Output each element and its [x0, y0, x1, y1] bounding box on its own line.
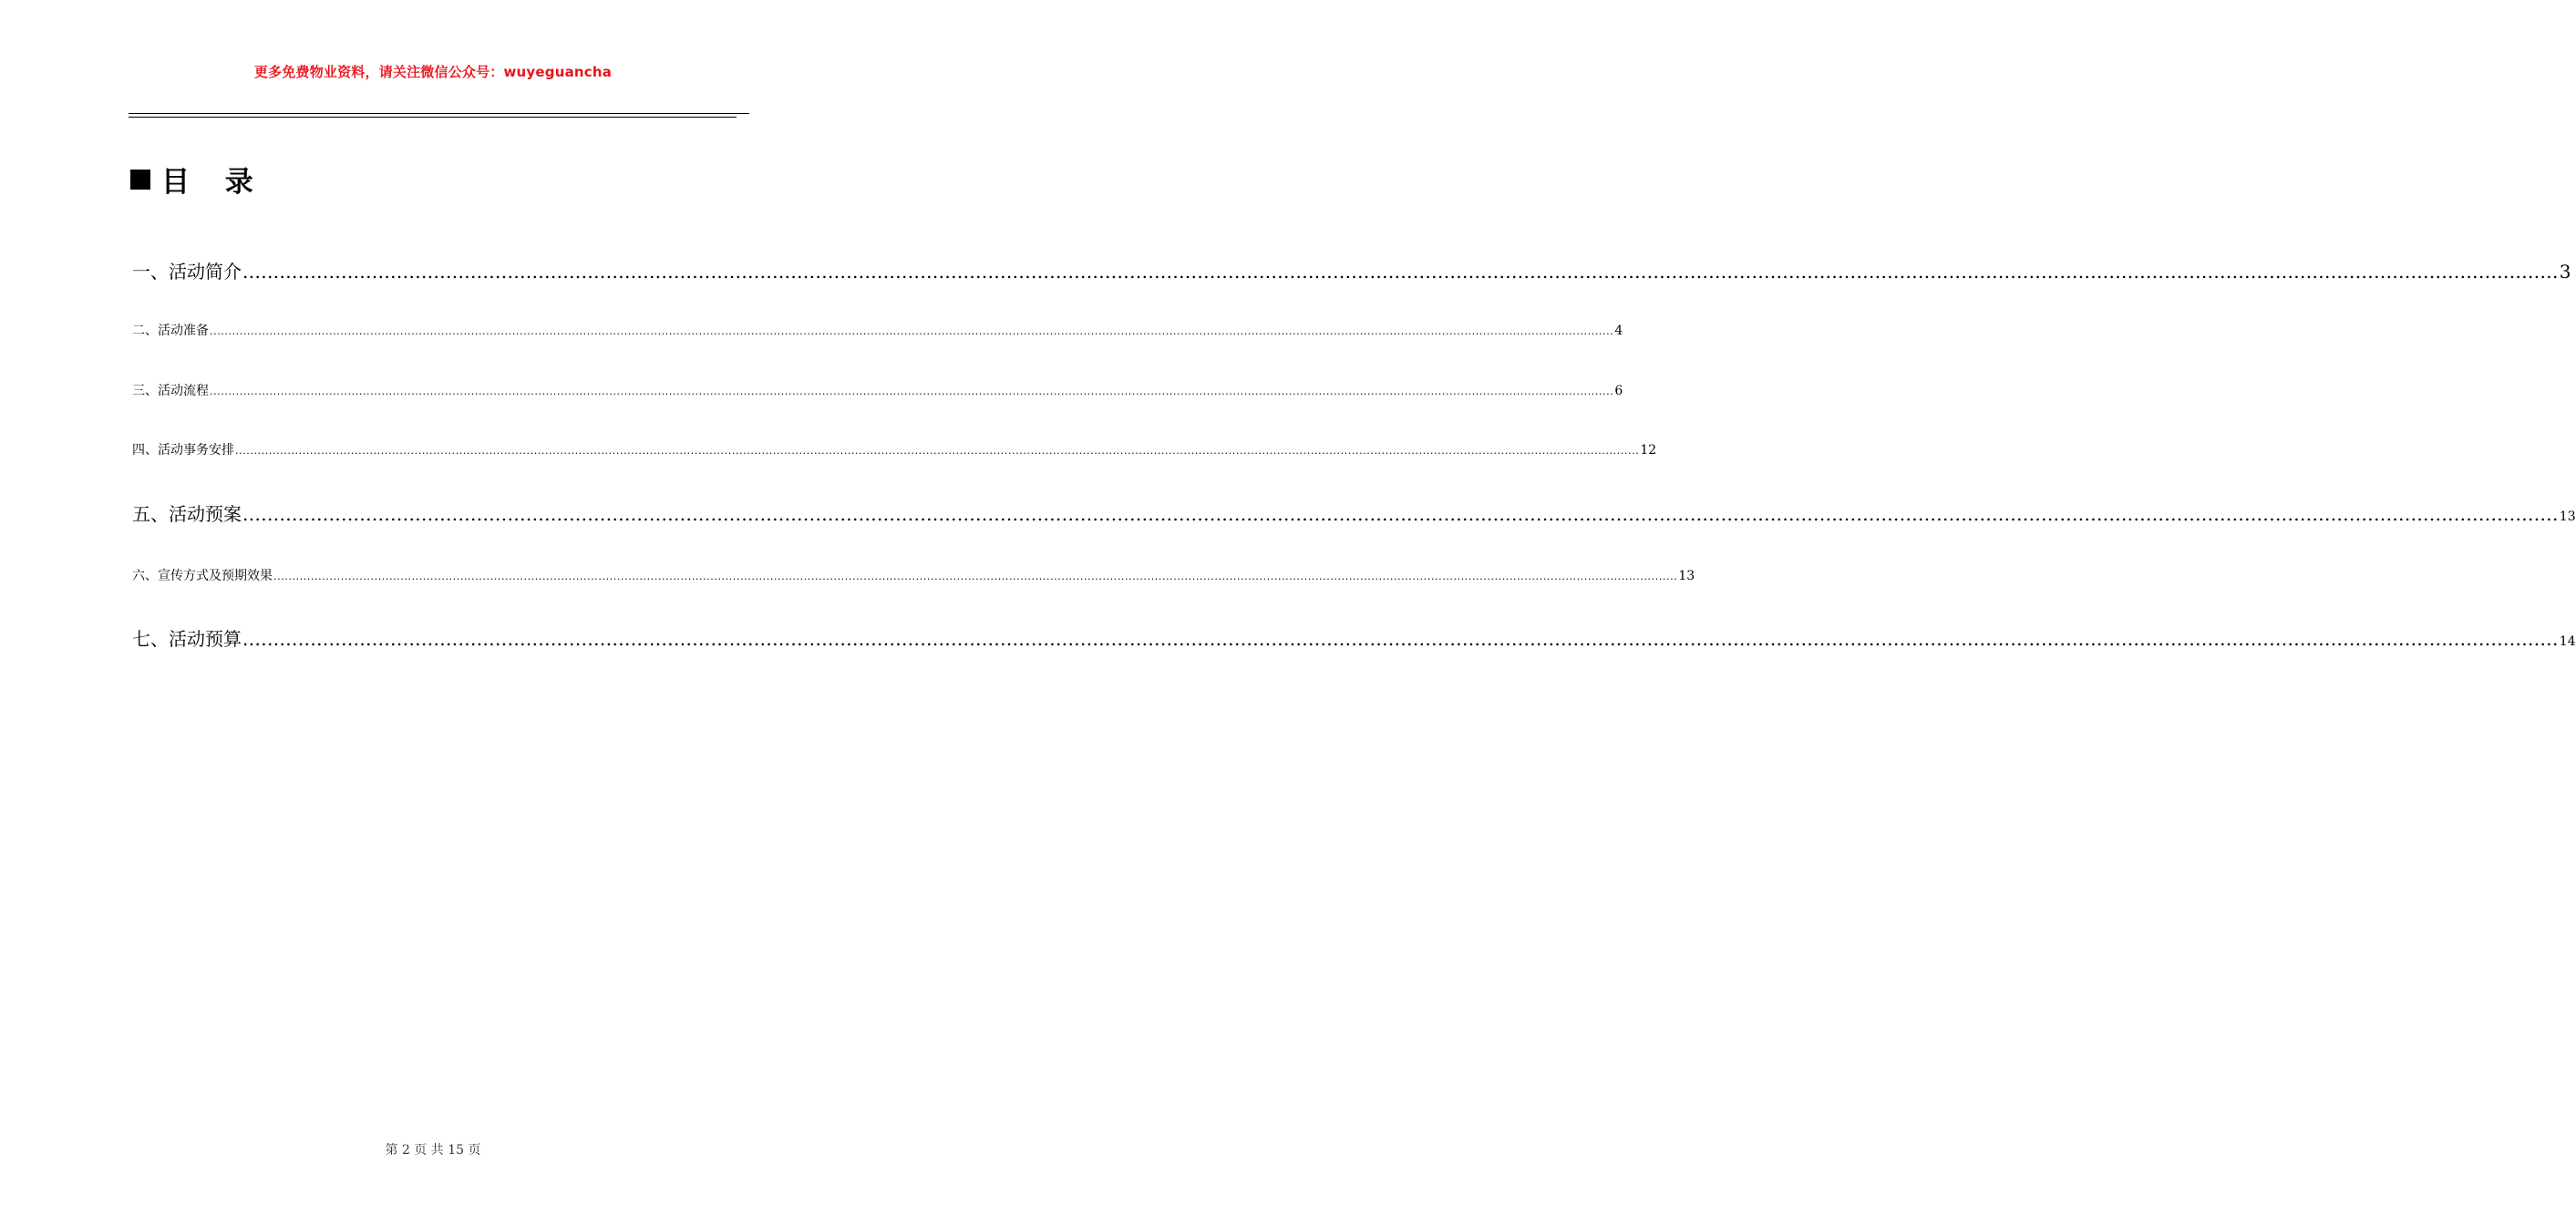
toc-entry-label: 三、活动流程 — [132, 384, 209, 398]
header-rule-thin — [129, 117, 737, 118]
toc-entry-label: 七、活动预算 — [132, 628, 242, 650]
toc-entry-page: 3 — [2559, 261, 2571, 283]
toc-entry-page: 13 — [1678, 569, 1695, 583]
toc-entry-4[interactable] — [132, 440, 1657, 458]
toc-title: 目 录 — [161, 166, 266, 199]
toc-heading — [130, 159, 266, 200]
toc-entry-page: 14 — [2559, 634, 2576, 649]
toc-dot-leader — [235, 445, 1639, 457]
toc-dot-leader — [210, 325, 1613, 337]
toc-entry-page: 13 — [2559, 510, 2576, 524]
toc-entry-label: 六、宣传方式及预期效果 — [132, 569, 273, 583]
toc-entry-7[interactable] — [132, 624, 2576, 651]
toc-dot-leader — [242, 628, 2559, 650]
toc-entry-3[interactable] — [132, 381, 1623, 399]
toc-entry-2[interactable] — [132, 321, 1623, 339]
toc-entry-label: 一、活动简介 — [132, 261, 242, 283]
toc-entry-label: 四、活动事务安排 — [132, 443, 234, 458]
toc-entry-page: 12 — [1640, 443, 1657, 458]
toc-entry-1[interactable] — [132, 257, 2571, 283]
toc-dot-leader — [242, 261, 2559, 283]
toc-entry-6[interactable] — [132, 566, 1695, 584]
black-square-icon — [130, 170, 150, 190]
toc-dot-leader — [273, 571, 1677, 582]
toc-entry-page: 4 — [1614, 324, 1623, 338]
header-rule — [129, 113, 749, 114]
toc-dot-leader — [242, 503, 2559, 525]
page-footer: 第 2 页 共 15 页 — [385, 1143, 481, 1158]
toc-dot-leader — [210, 386, 1613, 397]
toc-entry-label: 二、活动准备 — [132, 324, 209, 338]
toc-entry-page: 6 — [1614, 384, 1623, 398]
header-promo-text: 更多免费物业资料，请关注微信公众号：wuyeguancha — [253, 64, 613, 80]
toc-entry-label: 五、活动预案 — [132, 503, 242, 525]
toc-entry-5[interactable] — [132, 499, 2576, 526]
